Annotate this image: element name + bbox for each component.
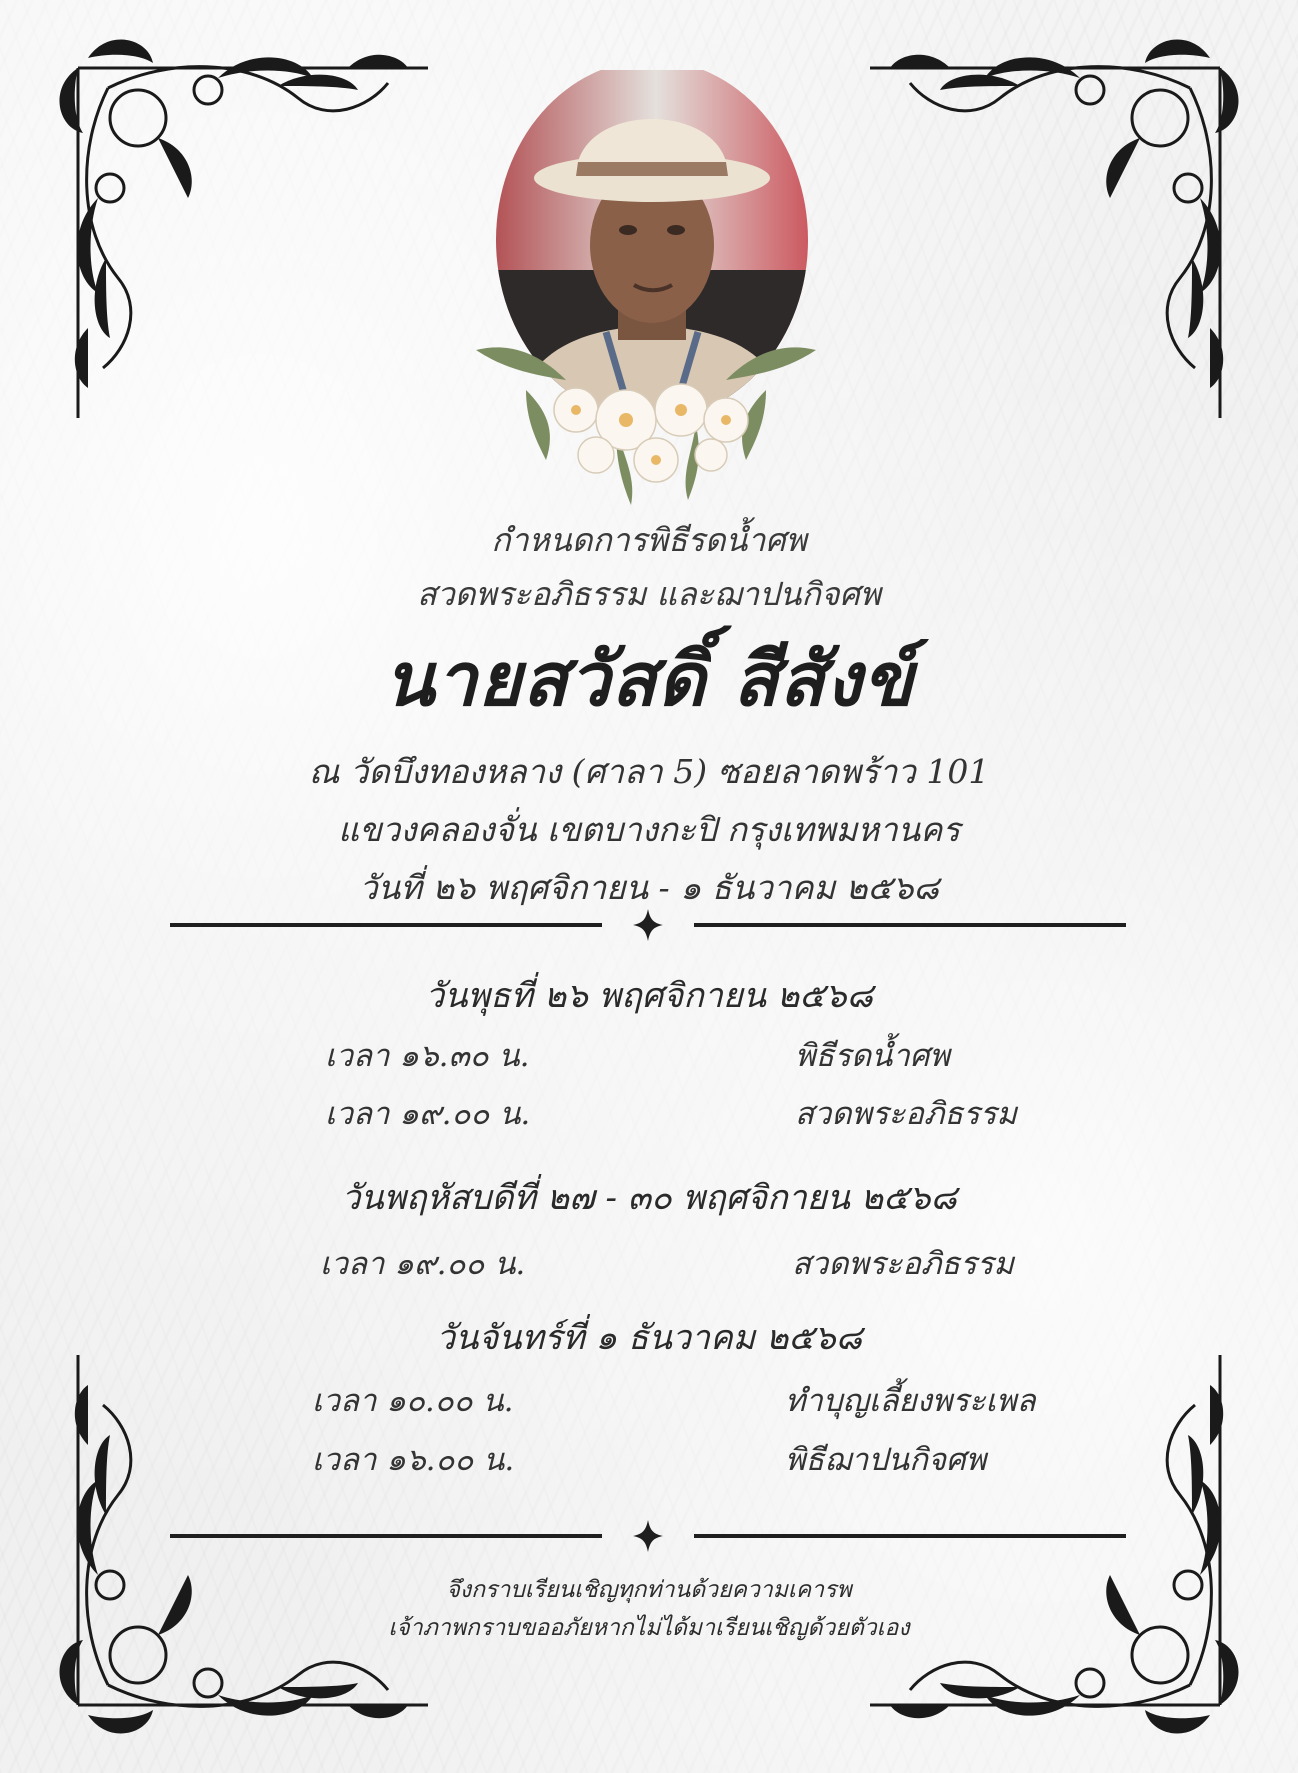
venue-line-1: ณ วัดบึงทองหลาง (ศาลา 5) ซอยลาดพร้าว 101	[308, 752, 990, 791]
floral-corner-ornament-icon	[870, 28, 1250, 418]
schedule-day-heading: วันพุธที่ ๒๖ พฤศจิกายน ๒๕๖๘	[425, 976, 873, 1016]
section-divider	[170, 910, 1126, 940]
portrait-photo	[466, 70, 826, 510]
deceased-name: นายสวัสดิ์ สีสังข์	[383, 637, 915, 723]
diamond-divider-icon	[633, 909, 663, 941]
divider-line	[170, 1534, 602, 1538]
schedule-time: เวลา ๑๖.๐๐ น.	[312, 1442, 515, 1478]
schedule-event: สวดพระอภิธรรม	[792, 1246, 1014, 1282]
closing-line-2: เจ้าภาพกราบขออภัยหากไม่ได้มาเรียนเชิญด้วยตัวเอง	[388, 1615, 910, 1641]
diamond-divider-icon	[633, 1520, 663, 1552]
schedule-event: พิธีฌาปนกิจศพ	[785, 1442, 987, 1478]
divider-line	[694, 1534, 1126, 1538]
schedule-event: สวดพระอภิธรรม	[795, 1096, 1017, 1132]
closing-line-1: จึงกราบเรียนเชิญทุกท่านด้วยความเคารพ	[446, 1577, 852, 1603]
intro-line-1: กำหนดการพิธีรดน้ำศพ	[491, 521, 807, 559]
divider-line	[694, 923, 1126, 927]
schedule-time: เวลา ๑๖.๓๐ น.	[325, 1038, 530, 1074]
schedule-time: เวลา ๑๙.๐๐ น.	[325, 1096, 531, 1132]
intro-line-2: สวดพระอภิธรรม และฌาปนกิจศพ	[417, 575, 881, 613]
schedule-time: เวลา ๑๙.๐๐ น.	[320, 1246, 526, 1282]
schedule-day-heading: วันพฤหัสบดีที่ ๒๗ - ๓๐ พฤศจิกายน ๒๕๖๘	[341, 1178, 957, 1218]
schedule-event: พิธีรดน้ำศพ	[795, 1038, 950, 1074]
venue-line-2: แขวงคลองจั่น เขตบางกะปิ กรุงเทพมหานคร	[337, 810, 961, 849]
date-range: วันที่ ๒๖ พฤศจิกายน - ๑ ธันวาคม ๒๕๖๘	[359, 868, 939, 907]
floral-corner-ornament-icon	[48, 28, 428, 418]
schedule-time: เวลา ๑๐.๐๐ น.	[312, 1383, 514, 1419]
portrait-frame	[466, 70, 826, 510]
section-divider	[170, 1521, 1126, 1551]
schedule-day-heading: วันจันทร์ที่ ๑ ธันวาคม ๒๕๖๘	[436, 1318, 862, 1358]
divider-line	[170, 923, 602, 927]
schedule-event: ทำบุญเลี้ยงพระเพล	[785, 1383, 1036, 1419]
